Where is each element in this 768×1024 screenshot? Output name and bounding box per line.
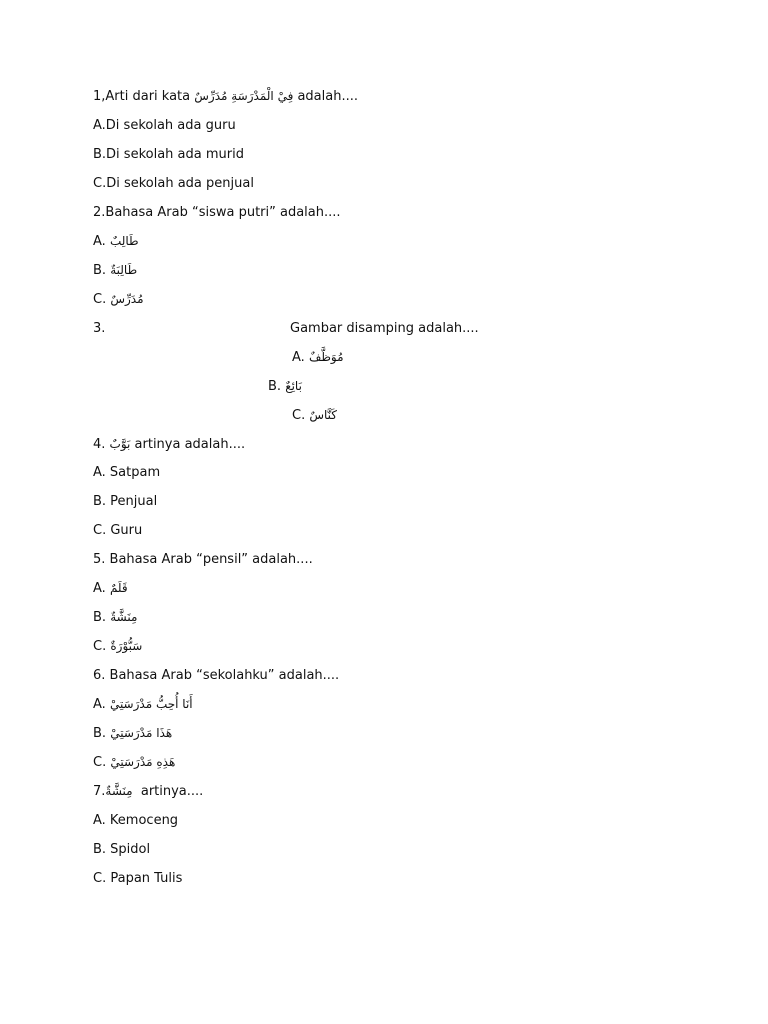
option-letter: B.: [268, 379, 282, 394]
option-letter: A.: [93, 697, 106, 712]
option-arabic: هَذِهِ مَدْرَسَتِيْ: [110, 755, 176, 769]
question-2-option-c: [93, 290, 144, 309]
option-letter: B.: [93, 610, 107, 625]
question-2-option-a: [93, 232, 139, 251]
question-7-number: 7.: [93, 784, 106, 799]
question-4-number: 4.: [93, 437, 106, 452]
option-arabic: كَنَّاسٌ: [309, 408, 337, 422]
option-arabic: مُوَظَّفٌ: [308, 350, 344, 364]
question-4-option-a: A. Satpam: [93, 465, 161, 480]
question-3-option-a: [292, 348, 344, 367]
option-letter: A.: [292, 350, 305, 365]
option-letter: A.: [93, 581, 106, 596]
option-arabic: سَبُّوْرَةٌ: [110, 639, 143, 653]
question-7-suffix: artinya....: [140, 784, 204, 799]
question-4-option-c: C. Guru: [93, 523, 143, 538]
question-4: [93, 435, 245, 454]
option-letter: B.: [93, 263, 107, 278]
question-5-option-a: [93, 579, 128, 598]
question-1-option-c: C.Di sekolah ada penjual: [93, 176, 254, 191]
question-3-option-b: [268, 377, 302, 396]
question-7-option-c: C. Papan Tulis: [93, 871, 183, 886]
option-arabic: بَائِعٌ: [285, 379, 302, 393]
question-3-number: 3.: [93, 321, 106, 336]
question-3: Gambar disamping adalah....: [290, 321, 479, 336]
question-7-arabic: مِنَشَّةٌ: [105, 784, 133, 798]
option-arabic: قَلَمٌ: [109, 581, 128, 595]
question-1-option-b: B.Di sekolah ada murid: [93, 147, 244, 162]
question-3-option-c: [292, 406, 337, 425]
option-letter: C.: [292, 408, 306, 423]
option-arabic: أَنَا أُحِبُّ مَدْرَسَتِيْ: [109, 697, 193, 711]
question-2: 2.Bahasa Arab “siswa putri” adalah....: [93, 205, 341, 220]
question-1-option-a: A.Di sekolah ada guru: [93, 118, 236, 133]
option-arabic: طَالِبٌ: [109, 234, 139, 248]
question-2-option-b: [93, 261, 137, 280]
question-7-option-a: A. Kemoceng: [93, 813, 179, 828]
option-arabic: مُدَرِّسٌ: [110, 292, 144, 306]
question-1: [93, 87, 358, 106]
option-arabic: هَذَا مَدْرَسَتِيْ: [110, 726, 173, 740]
option-letter: B.: [93, 726, 107, 741]
question-5: 5. Bahasa Arab “pensil” adalah....: [93, 552, 313, 567]
question-7-option-b: B. Spidol: [93, 842, 151, 857]
question-5-option-b: [93, 608, 137, 627]
question-6-option-b: [93, 724, 172, 743]
option-arabic: طَالِبَةٌ: [110, 263, 138, 277]
question-5-option-c: [93, 637, 142, 656]
question-7: [93, 782, 203, 801]
option-letter: C.: [93, 639, 107, 654]
question-4-arabic: بَوَّبٌ: [109, 437, 131, 451]
question-1-arabic: فِيْ الْمَدْرَسَةِ مُدَرِّسٌ: [194, 89, 294, 103]
option-letter: A.: [93, 234, 106, 249]
question-6-option-a: [93, 695, 193, 714]
question-6-option-c: [93, 753, 175, 772]
question-1-text: 1,Arti dari kata: [93, 89, 191, 104]
option-arabic: مِنَشَّةٌ: [110, 610, 138, 624]
question-1-suffix: adalah....: [297, 89, 358, 104]
question-4-option-b: B. Penjual: [93, 494, 158, 509]
option-letter: C.: [93, 292, 107, 307]
option-letter: C.: [93, 755, 107, 770]
question-6: 6. Bahasa Arab “sekolahku” adalah....: [93, 668, 340, 683]
question-4-suffix: artinya adalah....: [134, 437, 246, 452]
